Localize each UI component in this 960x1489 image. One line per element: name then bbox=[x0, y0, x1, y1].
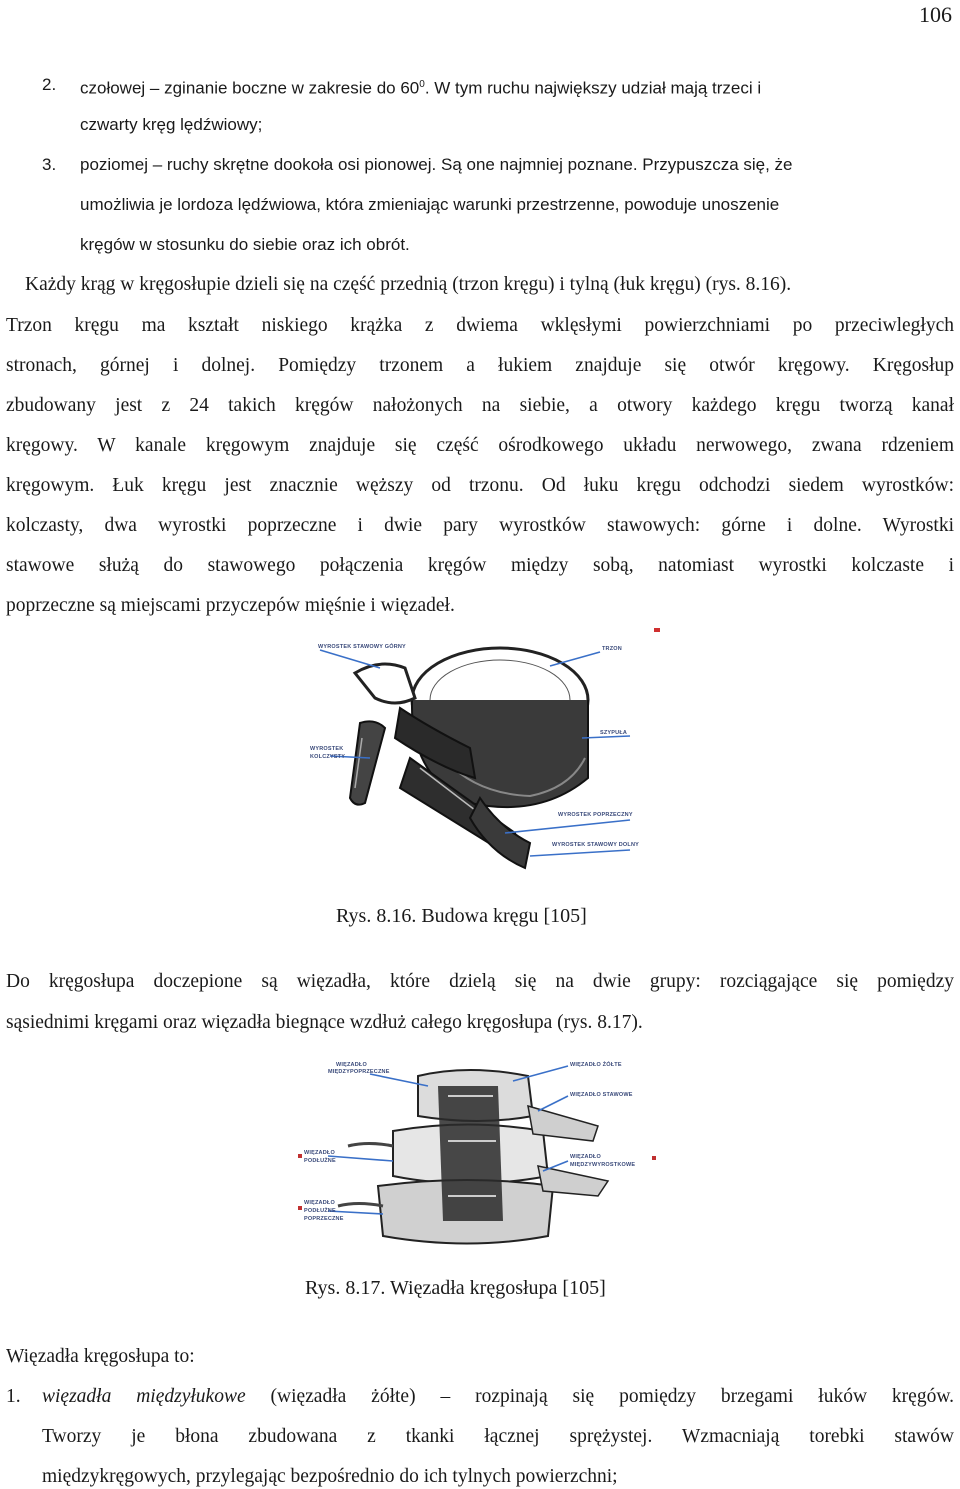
label-transverse: WYROSTEK POPRZECZNY bbox=[558, 812, 633, 818]
paragraph-1-line-9: poprzeczne są miejscami przyczepów mięśnie i więzadeł. bbox=[6, 595, 455, 616]
list-item-3-line-1: poziomej – ruchy skrętne dookoła osi pionowej. Są one najmniej poznane. Przypuszcza się, że bbox=[80, 155, 793, 174]
list-item-3-number: 3. bbox=[42, 155, 57, 174]
label-body: TRZON bbox=[602, 646, 622, 652]
bottom-list-item-1-text: (więzadła żółte) – rozpinają się pomiędzy brzegami łuków kręgów. bbox=[270, 1386, 955, 1407]
vertebra-illustration bbox=[300, 628, 662, 890]
paragraph-1-line-3: stronach, górnej i dolnej. Pomiędzy trzonem a łukiem znajduje się otwór kręgowy. Kręgosłup bbox=[6, 355, 954, 376]
label-interspinous-2: MIĘDZYPOPRZECZNE bbox=[328, 1069, 390, 1075]
label-longitudinal: WIĘZADŁO bbox=[304, 1150, 335, 1156]
paragraph-1-line-4: zbudowany jest z 24 takich kręgów nałożonych na siebie, a otwory każdego kręgu tworzą kanał bbox=[6, 395, 954, 416]
list-item-2-text-b: . W tym ruchu największy udział mają trzeci i bbox=[424, 78, 762, 98]
bottom-list-item-1-line-2: Tworzy je błona zbudowana z tkanki łącznej sprężystej. Wzmacniają torebki stawów bbox=[42, 1426, 954, 1447]
label-transverse-lig-3: POPRZECZNE bbox=[304, 1216, 344, 1222]
label-supraspinous-2: MIĘDZYWYROSTKOWE bbox=[570, 1162, 636, 1168]
figure-2-caption: Rys. 8.17. Więzadła kręgosłupa [105] bbox=[305, 1277, 606, 1299]
section-heading: Więzadła kręgosłupa to: bbox=[6, 1346, 195, 1367]
list-item-2-text-a: czołowej – zginanie boczne w zakresie do 60 bbox=[80, 78, 420, 98]
label-superior-articular: WYROSTEK STAWOWY GÓRNY bbox=[318, 644, 406, 650]
paragraph-1-line-2: Trzon kręgu ma kształt niskiego krążka z dwiema wklęsłymi powierzchniami po przeciwległych bbox=[6, 315, 954, 336]
term-interarch-ligaments: więzadła międzyłukowe bbox=[42, 1386, 246, 1407]
ligament-dark bbox=[438, 1086, 503, 1221]
red-marker bbox=[654, 628, 660, 632]
list-item-2-number: 2. bbox=[42, 75, 57, 94]
paragraph-2-line-1: Do kręgosłupa doczepione są więzadła, które dzielą się na dwie grupy: rozciągające się pomiędzy bbox=[6, 971, 954, 992]
label-longitudinal-2: PODŁUŻNE bbox=[304, 1158, 336, 1164]
list-item-3-line-3: kręgów w stosunku do siebie oraz ich obrót. bbox=[80, 235, 410, 254]
ligaments-illustration bbox=[298, 1046, 662, 1260]
paragraph-1-line-1: Każdy krąg w kręgosłupie dzieli się na część przednią (trzon kręgu) i tylną (łuk kręgu) (rys. 8.16). bbox=[25, 274, 792, 295]
figure-spine-ligaments bbox=[298, 1046, 662, 1260]
label-transverse-lig-2: PODŁUŻNE bbox=[304, 1208, 336, 1214]
degree-superscript: 0 bbox=[419, 79, 425, 90]
figure-vertebra-structure bbox=[300, 628, 662, 890]
paragraph-1-line-7: kolczasty, dwa wyrostki poprzeczne i dwie pary wyrostków stawowych: górne i dolne. Wyrostki bbox=[6, 515, 954, 536]
label-supraspinous: WIĘZADŁO bbox=[570, 1154, 601, 1160]
label-spinous: WYROSTEK bbox=[310, 746, 344, 752]
list-item-2-line-2: czwarty kręg lędźwiowy; bbox=[80, 115, 263, 134]
bottom-list-item-1-line-1 bbox=[42, 1377, 954, 1417]
list-item-2-line-1 bbox=[80, 73, 761, 101]
label-transverse-lig: WIĘZADŁO bbox=[304, 1200, 335, 1206]
list-item-3-line-2: umożliwia je lordoza lędźwiowa, która zmieniając warunki przestrzenne, powoduje unoszenie bbox=[80, 195, 780, 214]
label-interspinous: WIĘZADŁO bbox=[336, 1062, 367, 1068]
label-capsule: WIĘZADŁO STAWOWE bbox=[570, 1092, 633, 1098]
label-inferior-articular: WYROSTEK STAWOWY DOLNY bbox=[552, 842, 640, 848]
label-spinous-2: KOLCZYSTY bbox=[310, 754, 346, 760]
label-yellow: WIĘZADŁO ŻÓŁTE bbox=[570, 1062, 622, 1068]
figure-1-caption: Rys. 8.16. Budowa kręgu [105] bbox=[336, 905, 587, 927]
paragraph-2-line-2: sąsiednimi kręgami oraz więzadła biegnące wzdłuż całego kręgosłupa (rys. 8.17). bbox=[6, 1012, 643, 1033]
bottom-list-item-1-number: 1. bbox=[6, 1386, 21, 1407]
paragraph-1-line-5: kręgowy. W kanale kręgowym znajduje się część ośrodkowego układu nerwowego, zwana rdzeniem bbox=[6, 435, 954, 456]
paragraph-1-line-8: stawowe służą do stawowego połączenia kręgów między sobą, natomiast wyrostki kolczaste i bbox=[6, 555, 954, 576]
label-markers bbox=[298, 1154, 302, 1158]
paragraph-1-line-6: kręgowym. Łuk kręgu jest znacznie węższy od trzonu. Od łuku kręgu odchodzi siedem wyrostków: bbox=[6, 475, 954, 496]
label-pedicle: SZYPUŁA bbox=[600, 730, 628, 736]
bottom-list-item-1-line-3: międzykręgowych, przylegając bezpośrednio do ich tylnych powierzchni; bbox=[42, 1466, 618, 1487]
page-number: 106 bbox=[919, 2, 952, 27]
